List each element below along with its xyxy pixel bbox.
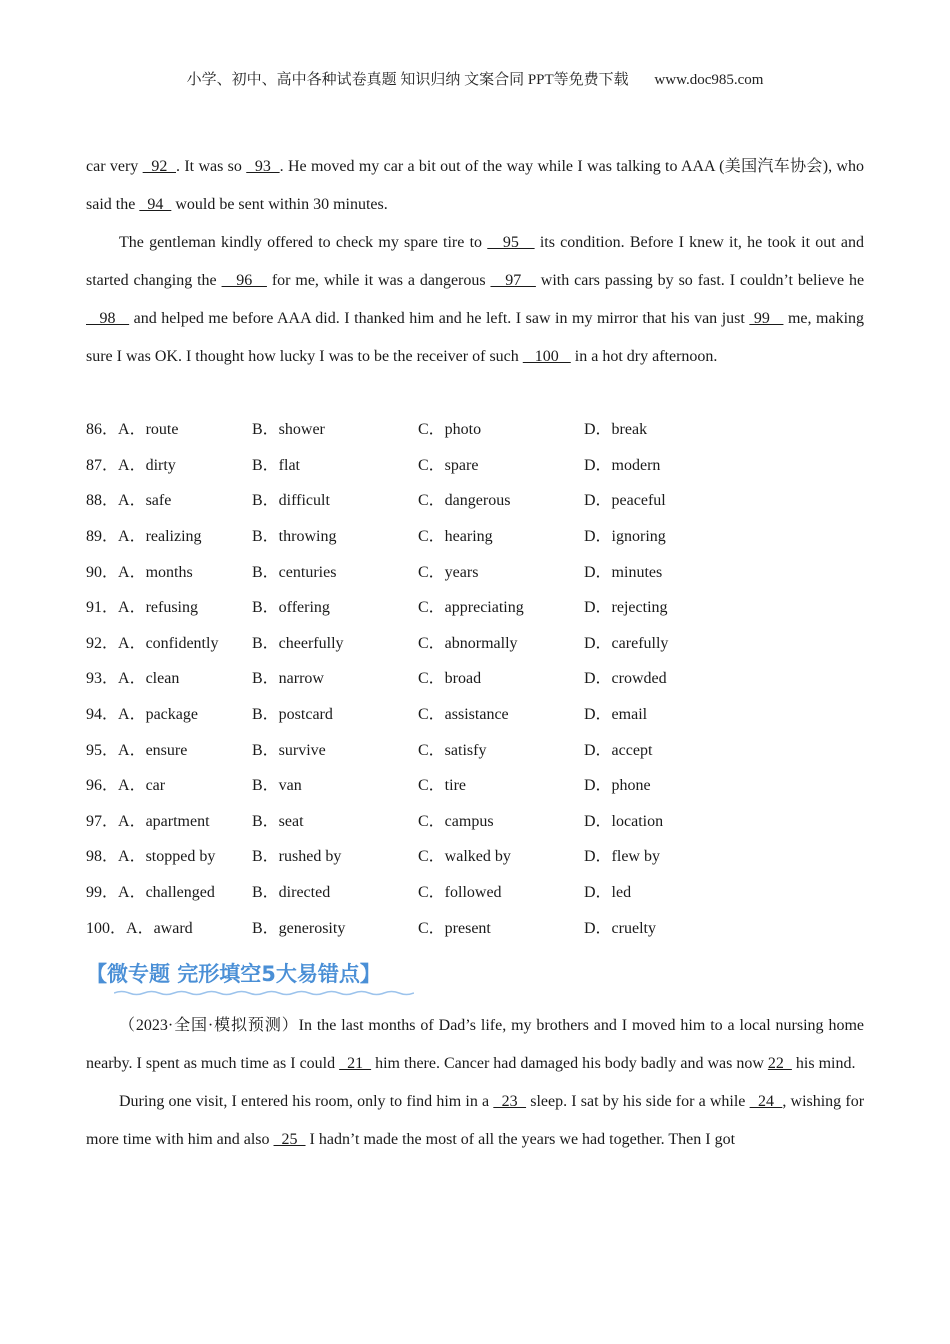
option-a [86, 659, 252, 695]
option-row [86, 837, 864, 873]
option-a [86, 624, 252, 660]
option-label: A．dirty [118, 456, 176, 474]
option-label: D．crowded [584, 670, 667, 688]
option-label: C．walked by [418, 848, 511, 866]
option-d [584, 481, 864, 517]
option-label: B．survive [252, 741, 326, 759]
option-label: D．peaceful [584, 492, 666, 510]
blank-93: 93 [246, 158, 280, 175]
blank-22: 22 [767, 1055, 792, 1072]
passage-one-paragraph-2 [86, 224, 864, 376]
option-label: D．led [584, 884, 632, 902]
question-number: 94． [86, 706, 119, 724]
option-a [86, 517, 252, 553]
option-row [86, 624, 864, 660]
option-a [86, 588, 252, 624]
option-b [252, 552, 418, 588]
option-b [252, 588, 418, 624]
blank-25: 25 [273, 1131, 306, 1148]
option-label: A．stopped by [118, 848, 216, 866]
option-label: A．clean [118, 670, 180, 688]
option-label: C．years [418, 563, 479, 581]
option-b [252, 802, 418, 838]
text-run: its condition. Before I knew it, he took it out and started changing the [86, 234, 865, 289]
option-row [86, 517, 864, 553]
option-label: B．cheerfully [252, 634, 344, 652]
option-c [418, 517, 584, 553]
option-label: A．confidently [118, 634, 219, 652]
option-b [252, 695, 418, 731]
option-row [86, 659, 864, 695]
option-label: D．flew by [584, 848, 660, 866]
option-d [584, 552, 864, 588]
option-d [584, 802, 864, 838]
option-row [86, 410, 864, 446]
option-label: A．car [118, 777, 166, 795]
option-label: B．directed [252, 884, 331, 902]
option-d [584, 873, 864, 909]
option-b [252, 766, 418, 802]
option-c [418, 552, 584, 588]
option-label: C．photo [418, 421, 482, 439]
option-a [86, 446, 252, 482]
option-label: C．dangerous [418, 492, 511, 510]
option-a [86, 837, 252, 873]
text-run: , wishing for more time with him and also [86, 1093, 865, 1148]
option-d [584, 446, 864, 482]
option-label: A．refusing [118, 599, 199, 617]
option-a [86, 802, 252, 838]
option-label: D．email [584, 706, 648, 724]
option-label: D．carefully [584, 634, 669, 652]
option-d [584, 837, 864, 873]
option-label: D．cruelty [584, 919, 656, 937]
section-title [86, 958, 381, 988]
option-a [86, 410, 252, 446]
options-table [86, 410, 864, 944]
option-label: D．phone [584, 777, 651, 795]
blank-99: 99 [749, 310, 784, 327]
option-label: B．generosity [252, 919, 346, 937]
blank-21: 21 [339, 1055, 372, 1072]
option-a [86, 873, 252, 909]
option-label: A．apartment [118, 812, 210, 830]
option-label: A．challenged [118, 884, 215, 902]
option-d [584, 588, 864, 624]
option-label: B．throwing [252, 528, 337, 546]
text-run: in a hot dry afternoon. [570, 348, 718, 365]
passage-two-paragraph-2 [86, 1083, 864, 1159]
option-row [86, 730, 864, 766]
text-run: sleep. I sat by his side for a while [526, 1093, 750, 1110]
option-label: C．hearing [418, 528, 493, 546]
question-number: 86． [86, 421, 119, 439]
blank-24: 24 [749, 1093, 783, 1110]
option-row [86, 766, 864, 802]
option-b [252, 730, 418, 766]
option-label: C．followed [418, 884, 502, 902]
blank-100: 100 [522, 348, 571, 365]
option-label: B．flat [252, 456, 300, 474]
option-a [86, 481, 252, 517]
option-label: D．ignoring [584, 528, 666, 546]
option-label: A．route [118, 421, 179, 439]
blank-96: 96 [221, 272, 267, 289]
option-label: B．centuries [252, 563, 337, 581]
option-d [584, 908, 864, 944]
option-c [418, 481, 584, 517]
option-label: B．difficult [252, 492, 330, 510]
option-label: D．modern [584, 456, 661, 474]
option-b [252, 624, 418, 660]
question-number: 93． [86, 670, 119, 688]
question-number: 96． [86, 777, 119, 795]
option-c [418, 588, 584, 624]
option-label: C．abnormally [418, 634, 518, 652]
option-label: A．realizing [118, 528, 202, 546]
blank-92: 92 [142, 158, 176, 175]
option-d [584, 410, 864, 446]
option-c [418, 802, 584, 838]
option-label: D．minutes [584, 563, 663, 581]
page-header [0, 68, 950, 89]
option-label: D．location [584, 812, 664, 830]
text-run: During one visit, I entered his room, only to find him in a [119, 1093, 494, 1110]
text-run: me, making sure I was OK. I thought how lucky I was to be the receiver of such [86, 310, 865, 365]
option-label: D．break [584, 421, 648, 439]
option-label: C．broad [418, 670, 482, 688]
option-c [418, 766, 584, 802]
option-label: C．appreciating [418, 599, 524, 617]
blank-23: 23 [493, 1093, 527, 1110]
option-d [584, 766, 864, 802]
option-b [252, 873, 418, 909]
question-number: 87． [86, 456, 119, 474]
blank-95: 95 [487, 234, 535, 251]
option-label: B．van [252, 777, 302, 795]
option-row [86, 873, 864, 909]
text-run: （2023·全国·模拟预测）In the last months of Dad’s life, my brothers and I moved him to a local nursing home nearby. I spent as much time as I could [86, 1017, 864, 1072]
option-label: C．satisfy [418, 741, 487, 759]
option-b [252, 837, 418, 873]
option-d [584, 517, 864, 553]
option-b [252, 908, 418, 944]
header-text: 小学、初中、高中各种试卷真题 知识归纳 文案合同 PPT等免费下载 [186, 72, 629, 88]
option-label: B．narrow [252, 670, 324, 688]
option-c [418, 659, 584, 695]
question-number: 91． [86, 599, 119, 617]
option-label: A．ensure [118, 741, 188, 759]
option-row [86, 695, 864, 731]
question-number: 92． [86, 634, 119, 652]
option-label: D．rejecting [584, 599, 668, 617]
option-a [86, 695, 252, 731]
option-a [86, 552, 252, 588]
option-d [584, 730, 864, 766]
option-c [418, 695, 584, 731]
text-run: and helped me before AAA did. I thanked him and he left. I saw in my mirror that his van just [129, 310, 750, 327]
option-b [252, 410, 418, 446]
option-row [86, 481, 864, 517]
question-number: 100． [86, 919, 127, 937]
option-label: C．present [418, 919, 491, 937]
option-d [584, 624, 864, 660]
blank-97: 97 [490, 272, 536, 289]
text-run: I hadn’t made the most of all the years we had together. Then I got [305, 1131, 736, 1148]
wave-underline-icon [114, 990, 414, 996]
option-c [418, 730, 584, 766]
text-run: . It was so [176, 158, 247, 175]
option-c [418, 908, 584, 944]
option-label: D．accept [584, 741, 653, 759]
option-label: A．award [126, 919, 193, 937]
option-label: C．spare [418, 456, 479, 474]
text-run: would be sent within 30 minutes. [171, 196, 388, 213]
option-d [584, 695, 864, 731]
option-a [86, 730, 252, 766]
question-number: 88． [86, 492, 119, 510]
option-label: B．shower [252, 421, 325, 439]
option-label: B．rushed by [252, 848, 342, 866]
option-c [418, 410, 584, 446]
option-a [86, 766, 252, 802]
option-label: A．safe [118, 492, 172, 510]
question-number: 97． [86, 812, 119, 830]
question-number: 99． [86, 884, 119, 902]
option-c [418, 873, 584, 909]
section-title-text: 【微专题 完形填空5大易错点】 [86, 962, 381, 986]
blank-98: 98 [86, 310, 130, 327]
option-row [86, 552, 864, 588]
header-url[interactable]: www.doc985.com [654, 72, 764, 88]
passage-two [86, 1007, 864, 1159]
passage-one [86, 148, 864, 376]
option-row [86, 588, 864, 624]
option-label: B．postcard [252, 706, 333, 724]
text-run: his mind. [791, 1055, 856, 1072]
option-label: C．campus [418, 812, 494, 830]
option-label: B．seat [252, 812, 304, 830]
option-row [86, 446, 864, 482]
option-b [252, 517, 418, 553]
option-label: C．tire [418, 777, 466, 795]
option-a [86, 908, 252, 944]
text-run: him there. Cancer had damaged his body badly and was now [371, 1055, 768, 1072]
passage-two-paragraph-1 [86, 1007, 864, 1083]
option-c [418, 837, 584, 873]
option-b [252, 659, 418, 695]
passage-one-paragraph-1 [86, 148, 864, 224]
option-d [584, 659, 864, 695]
text-run: . He moved my car a bit out of the way while I was talking to AAA (美国汽车协会), who said the [86, 158, 864, 213]
option-row [86, 908, 864, 944]
text-run: car very [86, 158, 143, 175]
text-run: The gentleman kindly offered to check my spare tire to [119, 234, 488, 251]
option-label: A．months [118, 563, 193, 581]
question-number: 98． [86, 848, 119, 866]
option-label: A．package [118, 706, 198, 724]
blank-94: 94 [139, 196, 172, 213]
text-run: for me, while it was a dangerous [266, 272, 491, 289]
option-c [418, 446, 584, 482]
option-label: C．assistance [418, 706, 509, 724]
option-b [252, 481, 418, 517]
option-b [252, 446, 418, 482]
question-number: 89． [86, 528, 119, 546]
text-run: with cars passing by so fast. I couldn’t believe he [535, 272, 865, 289]
option-c [418, 624, 584, 660]
option-row [86, 802, 864, 838]
question-number: 95． [86, 741, 119, 759]
option-label: B．offering [252, 599, 330, 617]
options-list [86, 410, 864, 944]
question-number: 90． [86, 563, 119, 581]
